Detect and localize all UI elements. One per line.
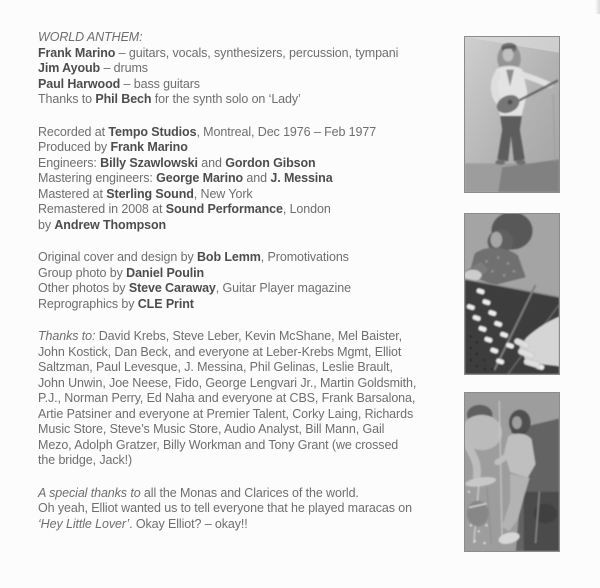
credit-line: Artie Patsiner and everyone at Premier Talent, Corky Laing, Richards — [38, 406, 414, 421]
drummer-photo — [464, 392, 560, 552]
credit-line: Music Store, Steve’s Music Store, Audio Analyst, Bill Mann, Gail — [38, 422, 385, 436]
credits-text — [38, 30, 458, 532]
credit-line: Frank Marino – guitars, vocals, synthesizers, percussion, tympani — [38, 45, 399, 60]
credit-line: Paul Harwood – bass guitars — [38, 76, 200, 91]
guitarist-photo — [464, 36, 560, 193]
credit-line: Group photo by Daniel Poulin — [38, 265, 205, 280]
credit-line: Mastering engineers: George Marino and J. Messina — [38, 171, 333, 185]
credit-line: Saltzman, Paul Levesque, J. Messina, Phil Gelinas, Leslie Brault, — [38, 360, 393, 374]
credit-line: Recorded at Tempo Studios, Montreal, Dec 1976 – Feb 1977 — [38, 124, 377, 139]
credit-line: Mastered at Sterling Sound, New York — [38, 186, 253, 201]
credit-line: Oh yeah, Elliot wanted us to tell everyone that he played maracas on — [38, 501, 412, 515]
credit-line: Other photos by Steve Caraway, Guitar Player magazine — [38, 281, 351, 295]
guitarist-photo-art — [465, 37, 559, 192]
credit-line: John Kostick, Dan Beck, and everyone at Leber-Krebs Mgmt, Elliot — [38, 344, 402, 359]
credit-line: Thanks to Phil Bech for the synth solo on ‘Lady’ — [38, 92, 301, 106]
credit-paragraph-lineup — [38, 30, 458, 108]
credit-paragraph-design — [38, 250, 458, 312]
credit-line: ‘Hey Little Lover’. Okay Elliot? – okay!! — [38, 516, 248, 531]
credit-line: by Andrew Thompson — [38, 217, 167, 232]
mixing-console-photo — [464, 213, 560, 375]
credit-line: the bridge, Jack!) — [38, 453, 133, 467]
credit-paragraph-thanks — [38, 329, 458, 469]
mixing-console-photo-art — [465, 214, 559, 374]
credit-paragraph-special-thanks — [38, 486, 458, 533]
credit-line: P.J., Norman Perry, Ed Naha and everyone at CBS, Frank Barsalona, — [38, 391, 416, 405]
credit-line: Thanks to: David Krebs, Steve Leber, Kevin McShane, Mel Baister, — [38, 329, 402, 343]
credit-line: Jim Ayoub – drums — [38, 61, 148, 75]
credit-line: Remastered in 2008 at Sound Performance, London — [38, 202, 331, 216]
credit-line: A special thanks to all the Monas and Clarices of the world. — [38, 485, 359, 500]
credit-line: Original cover and design by Bob Lemm, Promotivations — [38, 250, 349, 264]
scan-edge-artifact — [595, 0, 600, 14]
credit-line: WORLD ANTHEM: — [38, 30, 143, 44]
credit-line: Produced by Frank Marino — [38, 140, 188, 154]
drummer-photo-art — [465, 393, 559, 551]
credit-line: Engineers: Billy Szawlowski and Gordon Gibson — [38, 155, 316, 170]
credit-line: John Unwin, Joe Neese, Fido, George Lengvari Jr., Martin Goldsmith, — [38, 375, 417, 390]
credit-line: Reprographics by CLE Print — [38, 296, 194, 311]
credit-paragraph-production — [38, 125, 458, 234]
credit-line: Mezo, Adolph Gratzer, Billy Workman and Tony Grant (we crossed — [38, 437, 399, 452]
